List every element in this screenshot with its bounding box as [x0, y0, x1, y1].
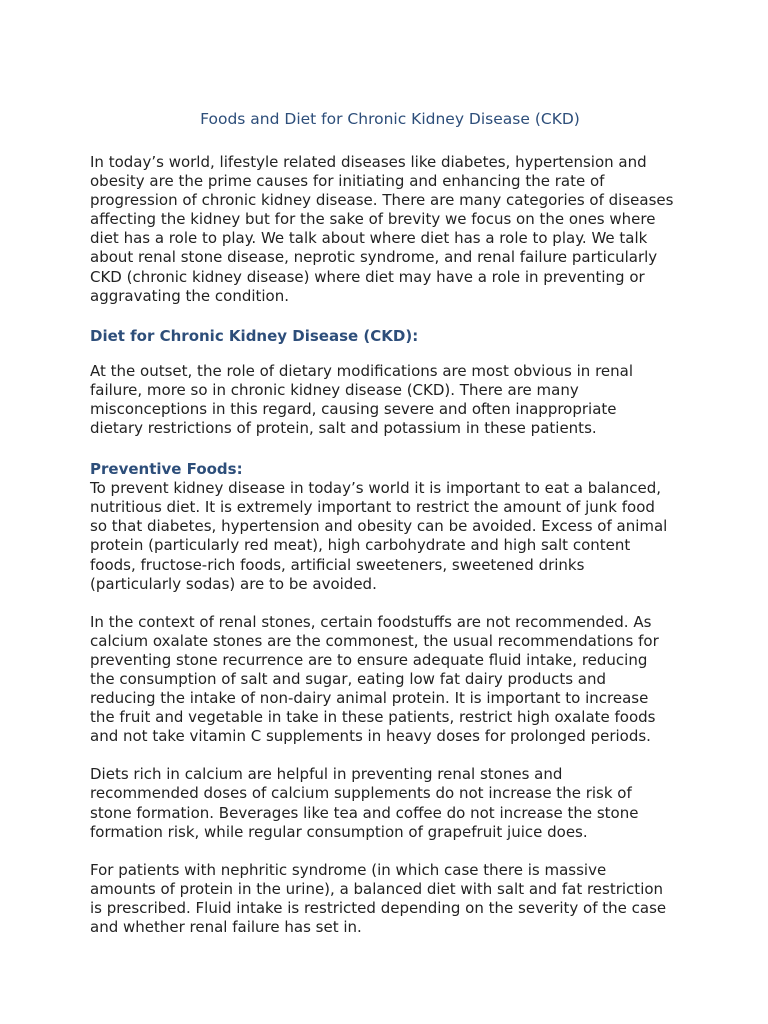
renal-stones-paragraph: In the context of renal stones, certain foodstuffs are not recommended. As calcium oxalate stones are the commonest, the usual recommendations for preventing stone recurrence are to ensure adequate fluid intake, reducing the consumption of salt and sugar, eating low fat dairy products and reducing the intake of non-dairy animal protein. It is important to increase the fruit and vegetable in take in these patients, restrict high oxalate foods and not take vitamin C supplements in heavy doses for prolonged periods.	[90, 612, 659, 746]
calcium-paragraph: Diets rich in calcium are helpful in preventing renal stones and recommended doses of calcium supplements do not increase the risk of stone formation. Beverages like tea and coffee do not increase the stone formation risk, while regular consumption of grapefruit juice does.	[90, 765, 639, 841]
document-page	[90, 109, 690, 937]
document-title: Foods and Diet for Chronic Kidney Disease (CKD)	[200, 110, 580, 128]
nephritic-syndrome-paragraph: For patients with nephritic syndrome (in which case there is massive amounts of protein in the urine), a balanced diet with salt and fat restriction is prescribed. Fluid intake is restricted depending on the severity of the case and whether renal failure has set in.	[90, 860, 667, 936]
preventive-foods-paragraph: To prevent kidney disease in today’s world it is important to eat a balanced, nutritious diet. It is extremely important to restrict the amount of junk food so that diabetes, hypertension and obesity can be avoided. Excess of animal protein (particularly red meat), high carbohydrate and high salt content foods, fructose-rich foods, artificial sweeteners, sweetened drinks (particularly sodas) are to be avoided.	[90, 479, 668, 593]
preventive-foods-heading: Preventive Foods:	[90, 460, 243, 479]
intro-paragraph: In today’s world, lifestyle related diseases like diabetes, hypertension and obesity are the prime causes for initiating and enhancing the rate of progression of chronic kidney disease. There are many categories of diseases affecting the kidney but for the sake of brevity we focus on the ones where diet has a role to play. We talk about where diet has a role to play. We talk about renal stone disease, neprotic syndrome, and renal failure particularly CKD (chronic kidney disease) where diet may have a role in preventing or aggravating the condition.	[90, 153, 674, 305]
diet-ckd-paragraph: At the outset, the role of dietary modifications are most obvious in renal failure, more so in chronic kidney disease (CKD). There are many misconceptions in this regard, causing severe and often inappropriate dietary restrictions of protein, salt and potassium in these patients.	[90, 361, 633, 438]
diet-ckd-heading: Diet for Chronic Kidney Disease (CKD):	[90, 326, 419, 345]
